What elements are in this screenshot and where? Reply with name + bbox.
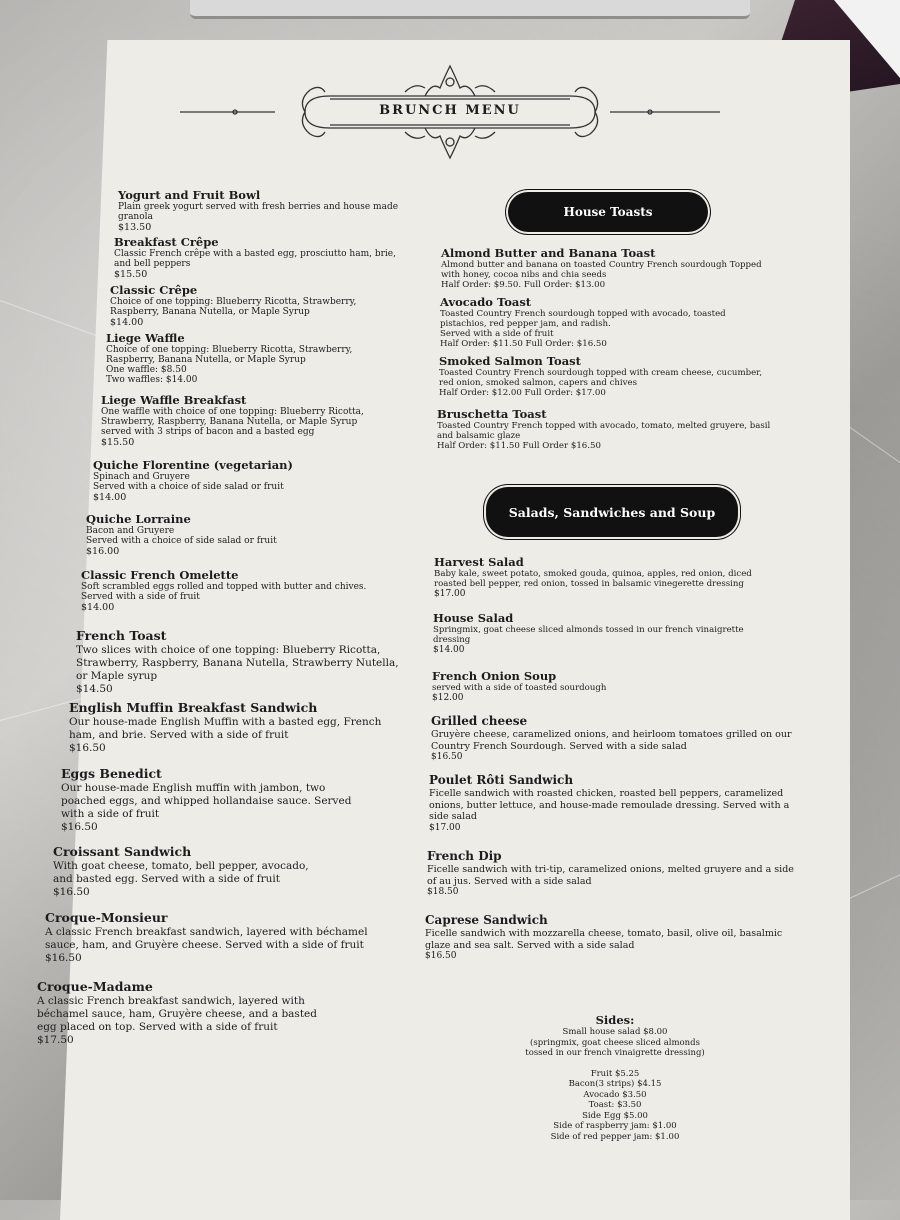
menu-item: [61, 766, 391, 834]
item-description-line: ham, and brie. Served with a side of fruit: [69, 729, 289, 741]
item-name: Poulet Rôti Sandwich: [429, 773, 574, 787]
item-description-line: béchamel sauce, ham, Gruyère cheese, and a basted: [37, 1008, 317, 1020]
item-description-line: egg placed on top. Served with a side of fruit: [37, 1021, 278, 1033]
menu-item: [441, 246, 821, 290]
item-description-line: onions, butter lettuce, and house-made remoulade dressing. Served with a: [429, 799, 790, 811]
item-price: $13.50: [118, 222, 152, 233]
sides-group-salad: [500, 1027, 730, 1059]
item-name: English Muffin Breakfast Sandwich: [69, 700, 318, 715]
item-name: Grilled cheese: [431, 714, 528, 728]
item-description-line: served with a side of toasted sourdough: [432, 683, 607, 693]
menu-item: [439, 354, 819, 398]
item-price: $16.50: [69, 742, 106, 754]
item-name: Quiche Florentine (vegetarian): [93, 458, 293, 472]
item-description-line: Two slices with choice of one topping: Blueberry Ricotta,: [76, 644, 381, 656]
item-price: $16.00: [86, 546, 120, 557]
item-description-line: with a side of fruit: [61, 808, 160, 820]
salads-heading-text: Salads, Sandwiches and Soup: [508, 504, 716, 520]
item-price: $17.00: [429, 822, 461, 833]
menu-item: [437, 407, 817, 451]
item-price: $14.00: [93, 492, 127, 503]
item-description-line: and bell peppers: [114, 259, 191, 269]
item-price: $16.50: [425, 951, 457, 961]
item-price: $17.00: [434, 589, 466, 599]
item-price: $16.50: [431, 752, 463, 762]
item-description-line: and balsamic glaze: [437, 431, 521, 441]
house-toasts-heading: [508, 192, 708, 232]
item-name: Eggs Benedict: [61, 766, 162, 781]
item-description-line: served with 3 strips of bacon and a basted egg: [101, 427, 315, 437]
item-price: $14.00: [81, 602, 115, 613]
side-line: Side of red pepper jam: $1.00: [550, 1131, 680, 1142]
item-name: Smoked Salmon Toast: [439, 354, 581, 368]
item-description-line: One waffle with choice of one topping: Blueberry Ricotta,: [101, 407, 364, 417]
item-price: $18.50: [427, 887, 459, 897]
item-description-line: Raspberry, Banana Nutella, or Maple Syrup: [106, 355, 306, 365]
item-name: House Salad: [433, 611, 514, 625]
item-name: Bruschetta Toast: [437, 407, 547, 421]
item-description-line: Spinach and Gruyere: [93, 472, 190, 482]
item-name: Avocado Toast: [440, 295, 532, 309]
item-price: $17.50: [37, 1034, 74, 1046]
menu-item: [101, 393, 431, 448]
item-price: $16.50: [61, 821, 98, 833]
item-description-line: Served with a side of fruit: [81, 592, 200, 602]
menu-item: [110, 283, 440, 328]
item-description-line: Classic French crêpe with a basted egg, prosciutto ham, brie,: [114, 249, 396, 259]
item-description-line: Almond butter and banana on toasted Country French sourdough Topped: [441, 260, 762, 270]
item-name: French Onion Soup: [432, 669, 557, 683]
item-price: $16.50: [53, 886, 90, 898]
item-description-line: Plain greek yogurt served with fresh berries and house made: [118, 202, 399, 212]
item-name: Quiche Lorraine: [86, 512, 191, 526]
item-description-line: Half Order: $9.50. Full Order: $13.00: [441, 280, 606, 290]
menu-item: [76, 628, 406, 696]
item-description-line: Soft scrambled eggs rolled and topped with butter and chives.: [81, 582, 367, 592]
item-description-line: Gruyère cheese, caramelized onions, and heirloom tomatoes grilled on our: [431, 729, 792, 740]
menu-item: [434, 555, 814, 600]
menu-item: [86, 512, 416, 557]
item-description-line: Choice of one topping: Blueberry Ricotta, Strawberry,: [110, 297, 357, 307]
side-line: tossed in our french vinaigrette dressing): [525, 1048, 705, 1058]
item-name: Almond Butter and Banana Toast: [441, 246, 656, 260]
item-description-line: roasted bell pepper, red onion, tossed in balsamic vinegerette dressing: [434, 579, 744, 589]
item-description-line: With goat cheese, tomato, bell pepper, avocado,: [53, 860, 309, 872]
item-description-line: Toasted Country French topped with avocado, tomato, melted gruyere, basil: [437, 421, 771, 431]
menu-item: [118, 188, 448, 233]
menu-item: [37, 979, 367, 1047]
item-name: Breakfast Crêpe: [114, 235, 219, 249]
item-description-line: Served with a choice of side salad or fruit: [86, 536, 277, 546]
item-description-line: Two waffles: $14.00: [106, 375, 198, 385]
sides-heading: Sides:: [595, 1013, 635, 1027]
sides-section: [500, 1013, 730, 1142]
menu-item: [114, 235, 444, 280]
menu-item: [45, 910, 375, 965]
menu-item: [53, 844, 383, 899]
side-line: Bacon(3 strips) $4.15: [568, 1079, 662, 1089]
item-price: $14.00: [433, 645, 465, 655]
item-description-line: Springmix, goat cheese sliced almonds tossed in our french vinaigrette: [433, 625, 744, 635]
item-description-line: Our house-made English Muffin with a basted egg, French: [69, 716, 382, 728]
item-description-line: Strawberry, Raspberry, Banana Nutella, Strawberry Nutella,: [76, 657, 399, 669]
item-price: $14.50: [76, 683, 113, 695]
menu-item: [433, 611, 813, 656]
menu-item: [429, 773, 809, 834]
item-description-line: Served with a side of fruit: [440, 329, 554, 339]
item-name: Liege Waffle Breakfast: [101, 393, 247, 407]
item-description-line: glaze and sea salt. Served with a side salad: [425, 939, 635, 951]
item-description-line: Half Order: $12.00 Full Order: $17.00: [439, 388, 606, 398]
menu-item: [431, 714, 811, 763]
menu-item: [106, 331, 436, 385]
item-name: Caprese Sandwich: [425, 913, 548, 927]
item-description-line: pistachios, red pepper jam, and radish.: [440, 319, 611, 329]
item-description-line: Country French Sourdough. Served with a side salad: [431, 740, 687, 752]
item-description-line: Ficelle sandwich with tri-tip, caramelized onions, melted gruyere and a side: [427, 864, 794, 875]
salads-heading: [486, 487, 738, 537]
menu-item: [432, 669, 812, 704]
side-line: (springmix, goat cheese sliced almonds: [530, 1037, 700, 1048]
item-name: French Dip: [427, 849, 502, 863]
sides-group-extras: [500, 1069, 730, 1143]
item-description-line: Served with a choice of side salad or fruit: [93, 482, 284, 492]
item-description-line: red onion, smoked salmon, capers and chives: [439, 378, 638, 388]
side-line: Toast: $3.50: [588, 1100, 642, 1110]
item-description-line: side salad: [429, 811, 477, 822]
menu-item: [427, 849, 807, 898]
side-line: Avocado $3.50: [583, 1089, 647, 1100]
item-description-line: of au jus. Served with a side salad: [427, 875, 592, 887]
item-description-line: Our house-made English muffin with jambon, two: [61, 782, 326, 794]
menu-header: [180, 62, 720, 162]
menu-title: BRUNCH MENU: [379, 103, 521, 118]
item-price: $14.00: [110, 317, 144, 328]
side-line: Side of raspberry jam: $1.00: [553, 1121, 677, 1131]
item-price: $12.00: [432, 693, 464, 703]
item-price: $15.50: [114, 269, 148, 280]
item-name: Liege Waffle: [106, 331, 185, 345]
item-description-line: One waffle: $8.50: [106, 365, 187, 375]
side-line: Small house salad $8.00: [562, 1027, 668, 1037]
item-price: $15.50: [101, 437, 135, 448]
item-description-line: with honey, cocoa nibs and chia seeds: [441, 270, 607, 280]
item-name: Classic Crêpe: [110, 283, 198, 297]
house-toasts-heading-text: House Toasts: [563, 205, 653, 219]
menu-item: [440, 295, 820, 349]
item-price: $16.50: [45, 952, 82, 964]
item-description-line: dressing: [433, 635, 471, 645]
menu-item: [69, 700, 399, 755]
item-description-line: Bacon and Gruyere: [86, 526, 175, 536]
item-description-line: Choice of one topping: Blueberry Ricotta, Strawberry,: [106, 345, 353, 355]
item-description-line: Ficelle sandwich with roasted chicken, roasted bell peppers, caramelized: [429, 788, 784, 799]
side-line: Fruit $5.25: [590, 1068, 640, 1079]
menu-item: [81, 568, 411, 613]
item-description-line: granola: [118, 212, 153, 222]
item-description-line: and basted egg. Served with a side of fruit: [53, 873, 280, 885]
item-description-line: A classic French breakfast sandwich, layered with béchamel: [45, 926, 368, 938]
item-description-line: Half Order: $11.50 Full Order: $16.50: [440, 339, 607, 349]
item-description-line: or Maple syrup: [76, 670, 158, 682]
item-description-line: sauce, ham, and Gruyère cheese. Served with a side of fruit: [45, 939, 364, 951]
menu-item: [425, 913, 805, 962]
item-description-line: Raspberry, Banana Nutella, or Maple Syrup: [110, 307, 310, 317]
item-description-line: A classic French breakfast sandwich, layered with: [37, 995, 305, 1007]
item-name: Yogurt and Fruit Bowl: [118, 188, 261, 202]
item-description-line: poached eggs, and whipped hollandaise sauce. Served: [61, 795, 352, 807]
item-description-line: Toasted Country French sourdough topped with cream cheese, cucumber,: [439, 368, 763, 378]
item-description-line: Baby kale, sweet potato, smoked gouda, quinoa, apples, red onion, diced: [434, 569, 752, 579]
menu-item: [93, 458, 423, 503]
item-description-line: Ficelle sandwich with mozzarella cheese, tomato, basil, olive oil, basalmic: [425, 928, 783, 939]
item-name: French Toast: [76, 628, 167, 643]
side-line: Side Egg $5.00: [582, 1110, 648, 1121]
item-name: Croissant Sandwich: [53, 844, 192, 859]
item-description-line: Half Order: $11.50 Full Order $16.50: [437, 441, 601, 451]
item-name: Classic French Omelette: [81, 568, 239, 582]
item-name: Croque-Madame: [37, 979, 153, 994]
item-description-line: Toasted Country French sourdough topped with avocado, toasted: [440, 309, 726, 319]
item-name: Croque-Monsieur: [45, 910, 168, 925]
item-name: Harvest Salad: [434, 555, 524, 569]
item-description-line: Strawberry, Raspberry, Banana Nutella, or Maple Syrup: [101, 417, 358, 427]
